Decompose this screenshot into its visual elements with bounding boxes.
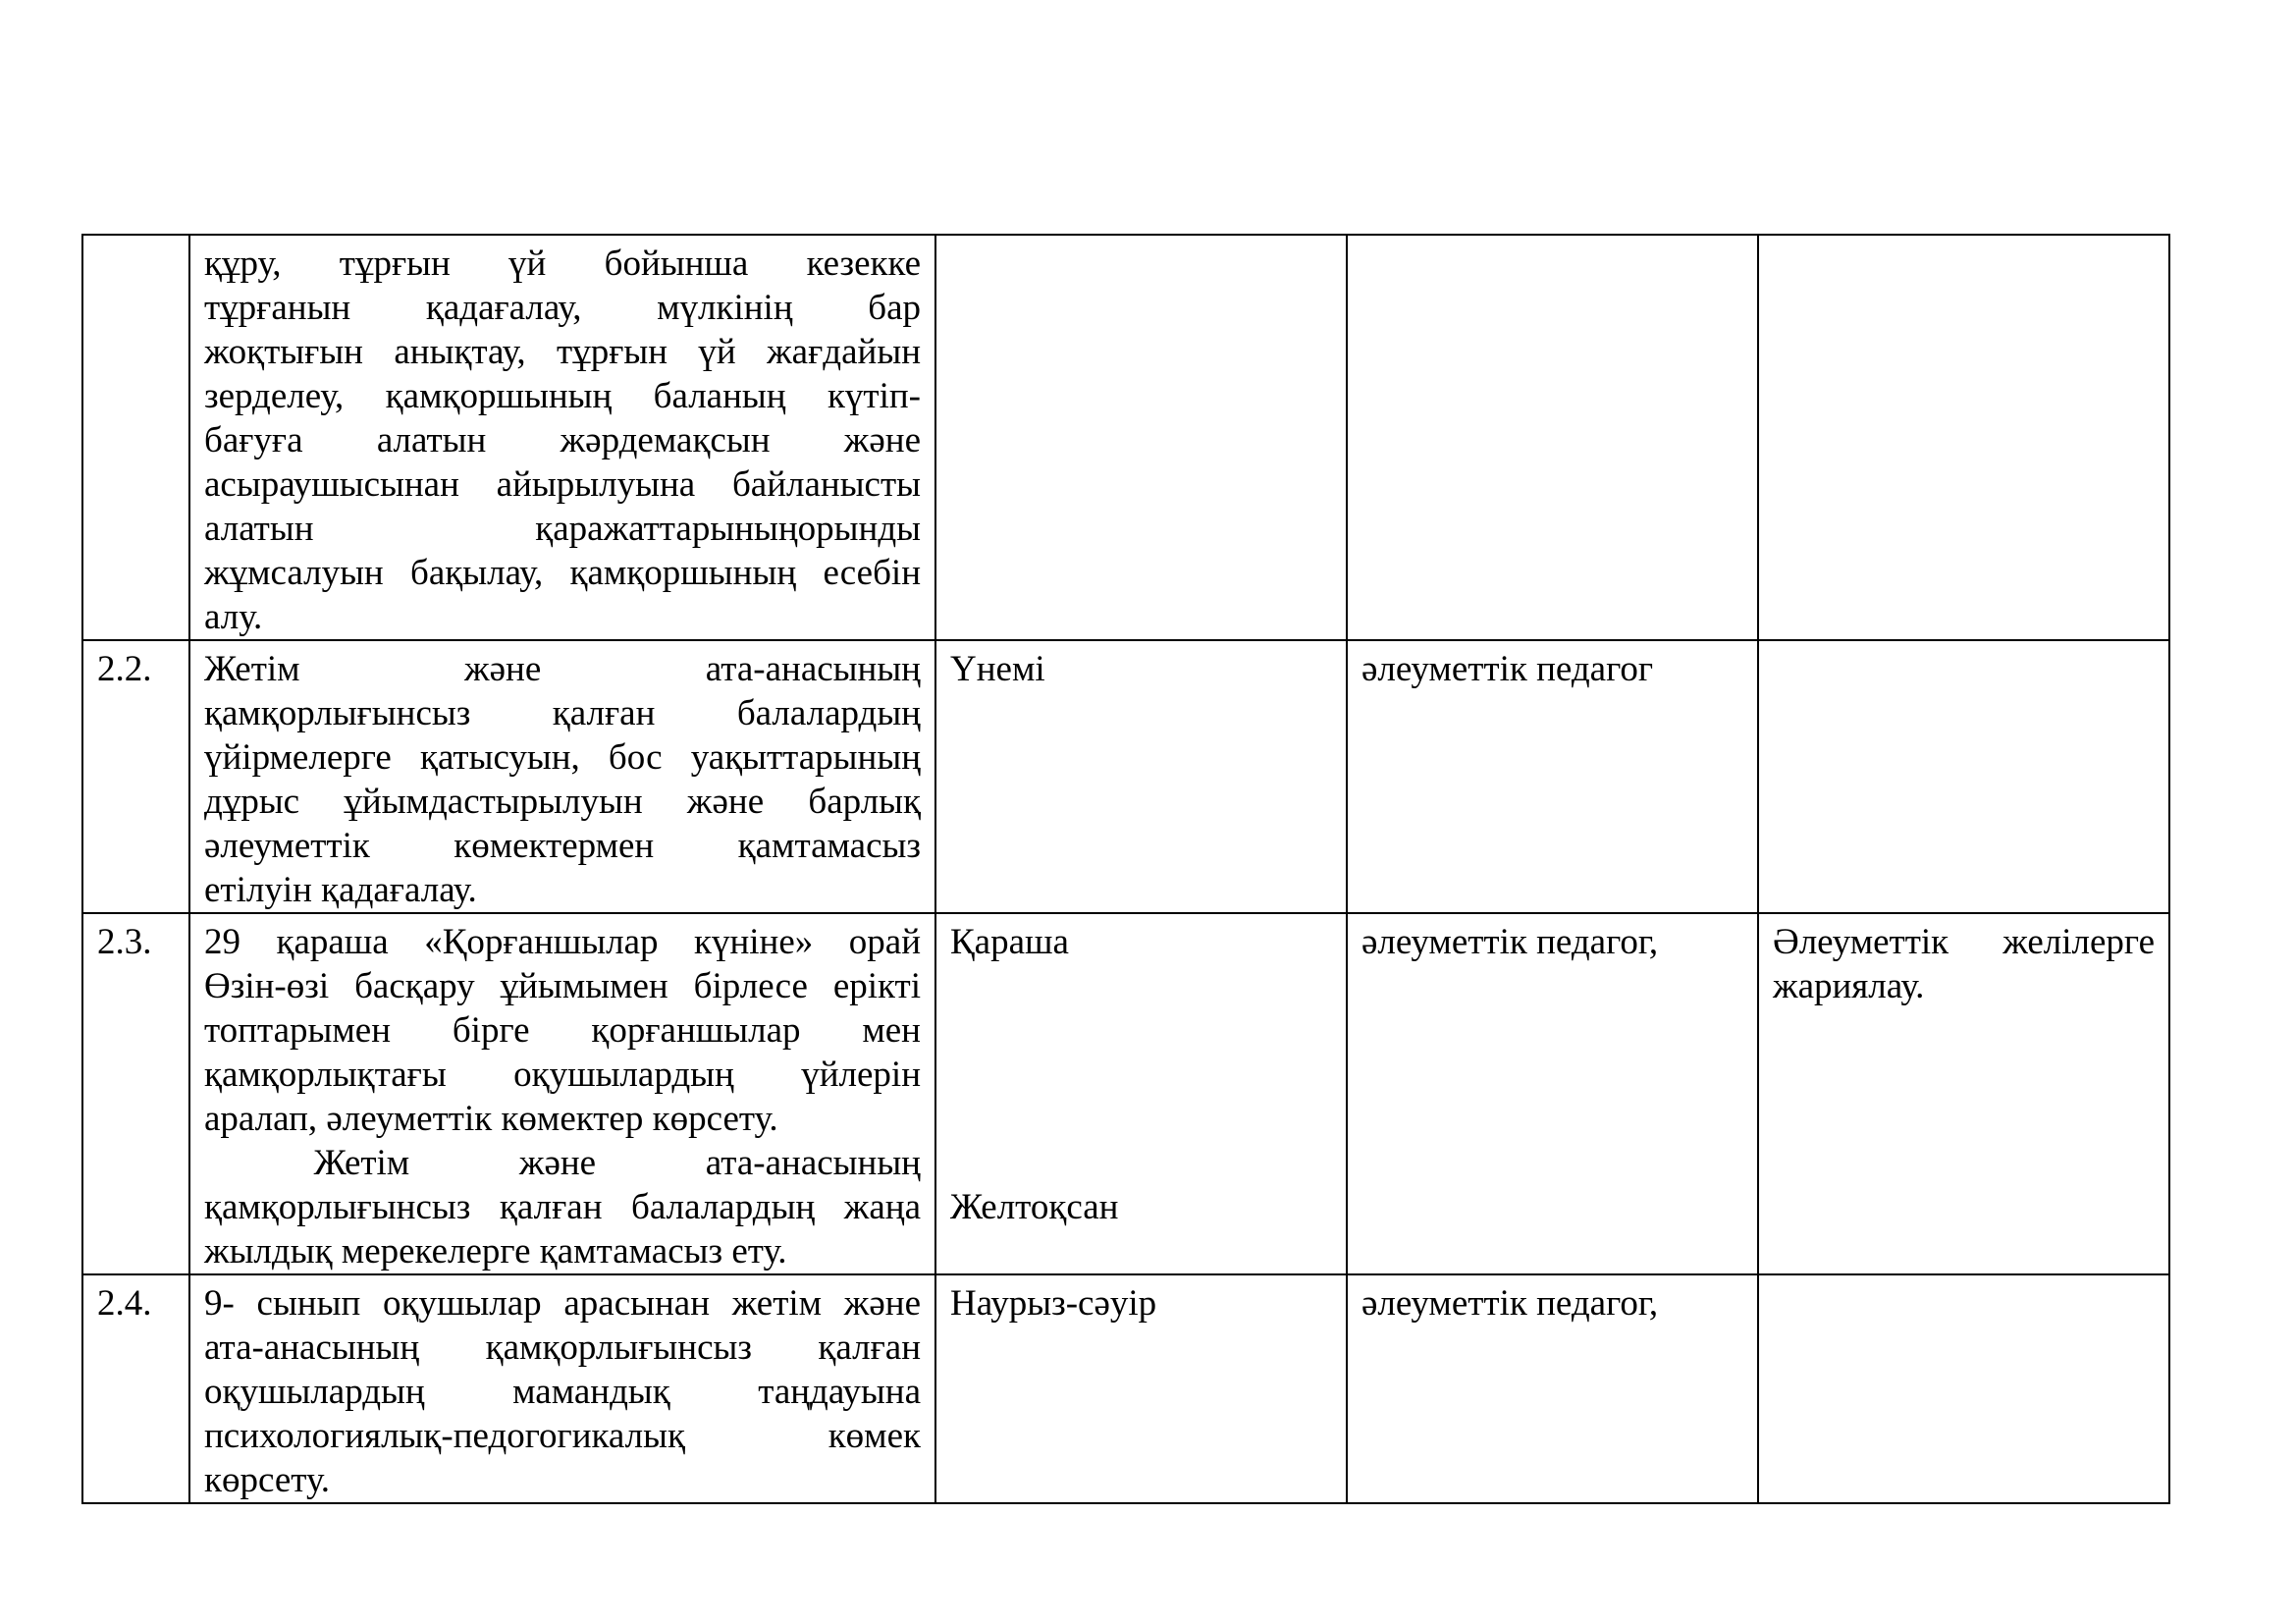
text-line: жоқтығын анықтау, тұрғын үй жағдайын: [204, 332, 921, 372]
text-line: бағуға алатын жәрдемақсын және: [204, 420, 921, 460]
text-line: [950, 964, 1332, 1008]
text-line: 2.4.: [97, 1283, 152, 1324]
activity-description: [189, 913, 935, 1274]
deadline: [935, 913, 1347, 1274]
text-line: [950, 1141, 1332, 1185]
text-line: [97, 242, 175, 286]
text-line: жұмсалуын бақылау, қамқоршының есебін: [204, 553, 921, 593]
deadline: [935, 235, 1347, 640]
deadline: [935, 640, 1347, 913]
text-line: қамқорлығынсыз қалған балалардың жаңа: [204, 1187, 921, 1227]
table-row: [82, 235, 2169, 640]
text-line: Наурыз-сәуір: [950, 1283, 1157, 1324]
text-line: жылдық мерекелерге қамтамасыз ету.: [204, 1231, 787, 1272]
table-row: [82, 640, 2169, 913]
text-line: әлеуметтік педагог: [1362, 649, 1653, 689]
text-line: тұрғанын қадағалау, мүлкінің бар: [204, 288, 921, 328]
text-line: үйірмелерге қатысуын, бос уақыттарының: [204, 737, 921, 778]
responsible: [1347, 1274, 1758, 1503]
text-line: асыраушысынан айырылуына байланысты: [204, 464, 921, 505]
text-line: ата-анасының қамқорлығынсыз қалған: [204, 1327, 921, 1368]
text-line: [1362, 242, 1743, 286]
deadline: [935, 1274, 1347, 1503]
text-line: дұрыс ұйымдастырылуын және барлық: [204, 782, 921, 822]
row-number: [82, 235, 189, 640]
responsible: [1347, 640, 1758, 913]
text-line: құру, тұрғын үй бойынша кезекке: [204, 244, 921, 284]
text-line: жариялау.: [1773, 966, 1925, 1006]
note: [1758, 1274, 2169, 1503]
note: [1758, 913, 2169, 1274]
text-line: аралап, әлеуметтік көмектер көрсету.: [204, 1099, 778, 1139]
text-line: қамқорлығынсыз қалған балалардың: [204, 693, 921, 733]
text-line: әлеуметтік педагог,: [1362, 1283, 1659, 1324]
activity-description: [189, 235, 935, 640]
text-line: етілуін қадағалау.: [204, 870, 477, 910]
activity-description: [189, 640, 935, 913]
text-line: Өзін-өзі басқару ұйымымен бірлесе ерікті: [204, 966, 921, 1006]
text-line: көрсету.: [204, 1460, 331, 1500]
table-row: [82, 1274, 2169, 1503]
row-number: [82, 913, 189, 1274]
text-line: [950, 1053, 1332, 1097]
text-line: топтарымен бірге қорғаншылар мен: [204, 1010, 921, 1051]
text-line: Әлеуметтік желілерге: [1773, 922, 2155, 962]
note: [1758, 640, 2169, 913]
text-line: қамқорлықтағы оқушылардың үйлерін: [204, 1055, 921, 1095]
plan-table: [81, 234, 2170, 1504]
text-line: Желтоқсан: [950, 1187, 1119, 1227]
row-number: [82, 640, 189, 913]
text-line: Қараша: [950, 922, 1069, 962]
activity-description: [189, 1274, 935, 1503]
text-line: оқушылардың мамандық таңдауына: [204, 1372, 921, 1412]
text-line: алу.: [204, 597, 263, 637]
text-line: 9- сынып оқушылар арасынан жетім және: [204, 1283, 921, 1324]
text-line: психологиялық-педогогикалық көмек: [204, 1416, 921, 1456]
text-line: әлеуметтік көмектермен қамтамасыз: [204, 826, 921, 866]
table-row: [82, 913, 2169, 1274]
text-line: 2.2.: [97, 649, 152, 689]
responsible: [1347, 913, 1758, 1274]
responsible: [1347, 235, 1758, 640]
text-line: алатын қаражаттарыныңорынды: [204, 509, 921, 549]
note: [1758, 235, 2169, 640]
text-line: [950, 1008, 1332, 1053]
text-line: 2.3.: [97, 922, 152, 962]
text-line: Жетім және ата-анасының: [204, 1143, 921, 1183]
text-line: 29 қараша «Қорғаншылар күніне» орай: [204, 922, 921, 962]
text-line: зерделеу, қамқоршының баланың күтіп-: [204, 376, 921, 416]
text-line: әлеуметтік педагог,: [1362, 922, 1659, 962]
row-number: [82, 1274, 189, 1503]
text-line: Үнемі: [950, 649, 1045, 689]
text-line: [950, 1097, 1332, 1141]
text-line: Жетім және ата-анасының: [204, 649, 921, 689]
